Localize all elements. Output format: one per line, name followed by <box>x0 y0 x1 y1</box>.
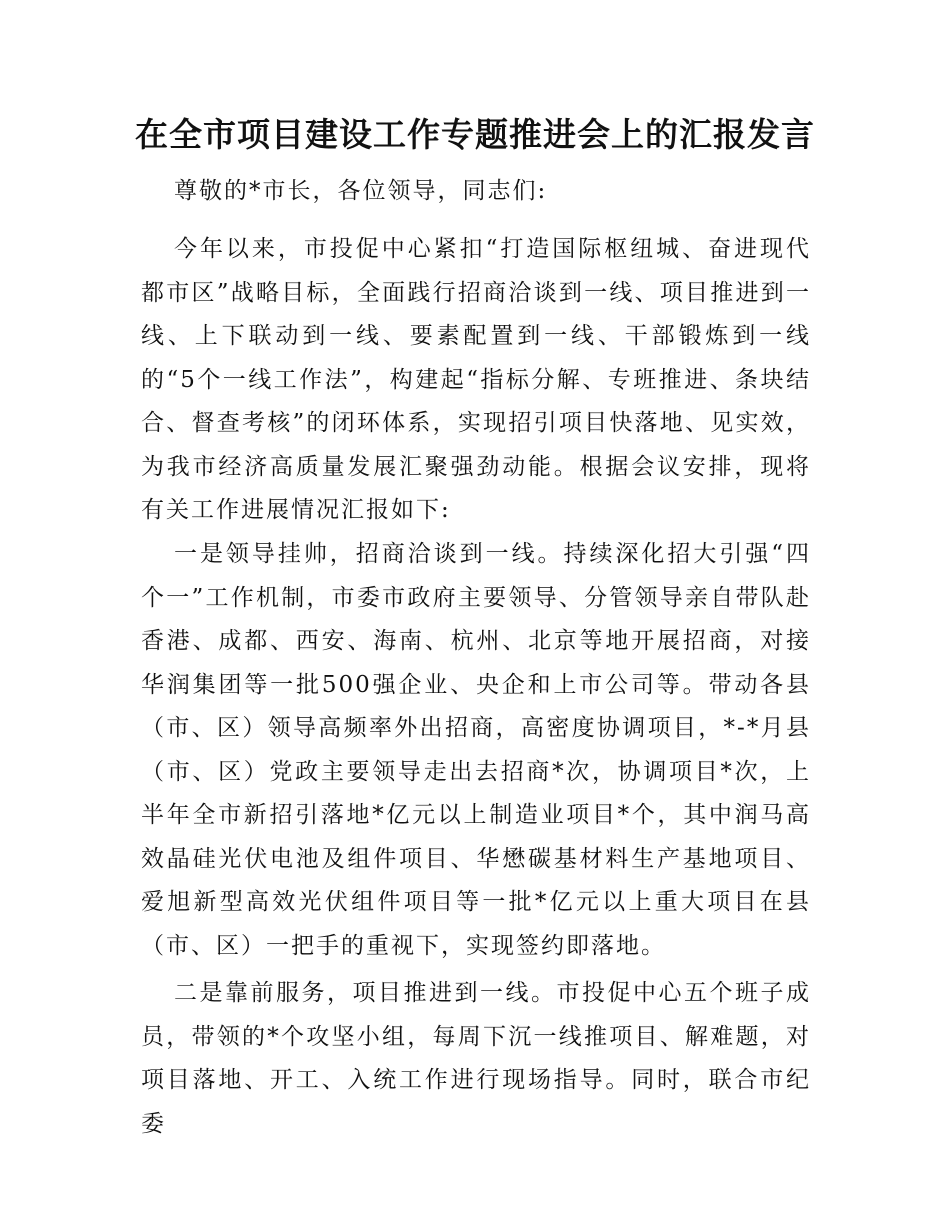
body-paragraph-1: 今年以来，市投促中心紧扣“打造国际枢纽城、奋进现代都市区”战略目标，全面践行招商洽谈到一线、项目推进到一线、上下联动到一线、要素配置到一线、干部锻炼到一线的“5个一线工作法”，构建起“指标分解、专班推进、条块结合、督查考核”的闭环体系，实现招引项目快落地、见实效，为我市经济高质量发展汇聚强劲动能。根据会议安排，现将有关工作进展情况汇报如下: <box>141 236 811 523</box>
document-title: 在全市项目建设工作专题推进会上的汇报发言 <box>135 115 815 154</box>
body-paragraph-2: 一是领导挂帅，招商洽谈到一线。持续深化招大引强“四个一”工作机制，市委市政府主要领导、分管领导亲自带队赴香港、成都、西安、海南、杭州、北京等地开展招商，对接华润集团等一批500强企业、央企和上市公司等。带动各县（市、区）领导高频率外出招商，高密度协调项目，*-*月县（市、区）党政主要领导走出去招商*次，协调项目*次，上半年全市新招引落地*亿元以上制造业项目*个，其中润马高效晶硅光伏电池及组件项目、华懋碳基材料生产基地项目、爱旭新型高效光伏组件项目等一批*亿元以上重大项目在县（市、区）一把手的重视下，实现签约即落地。 <box>141 541 811 959</box>
greeting-paragraph: 尊敬的*市长，各位领导，同志们: <box>174 178 548 204</box>
body-paragraph-3: 二是靠前服务，项目推进到一线。市投促中心五个班子成员，带领的*个攻坚小组，每周下沉一线推项目、解难题，对项目落地、开工、入统工作进行现场指导。同时，联合市纪委 <box>141 980 811 1137</box>
